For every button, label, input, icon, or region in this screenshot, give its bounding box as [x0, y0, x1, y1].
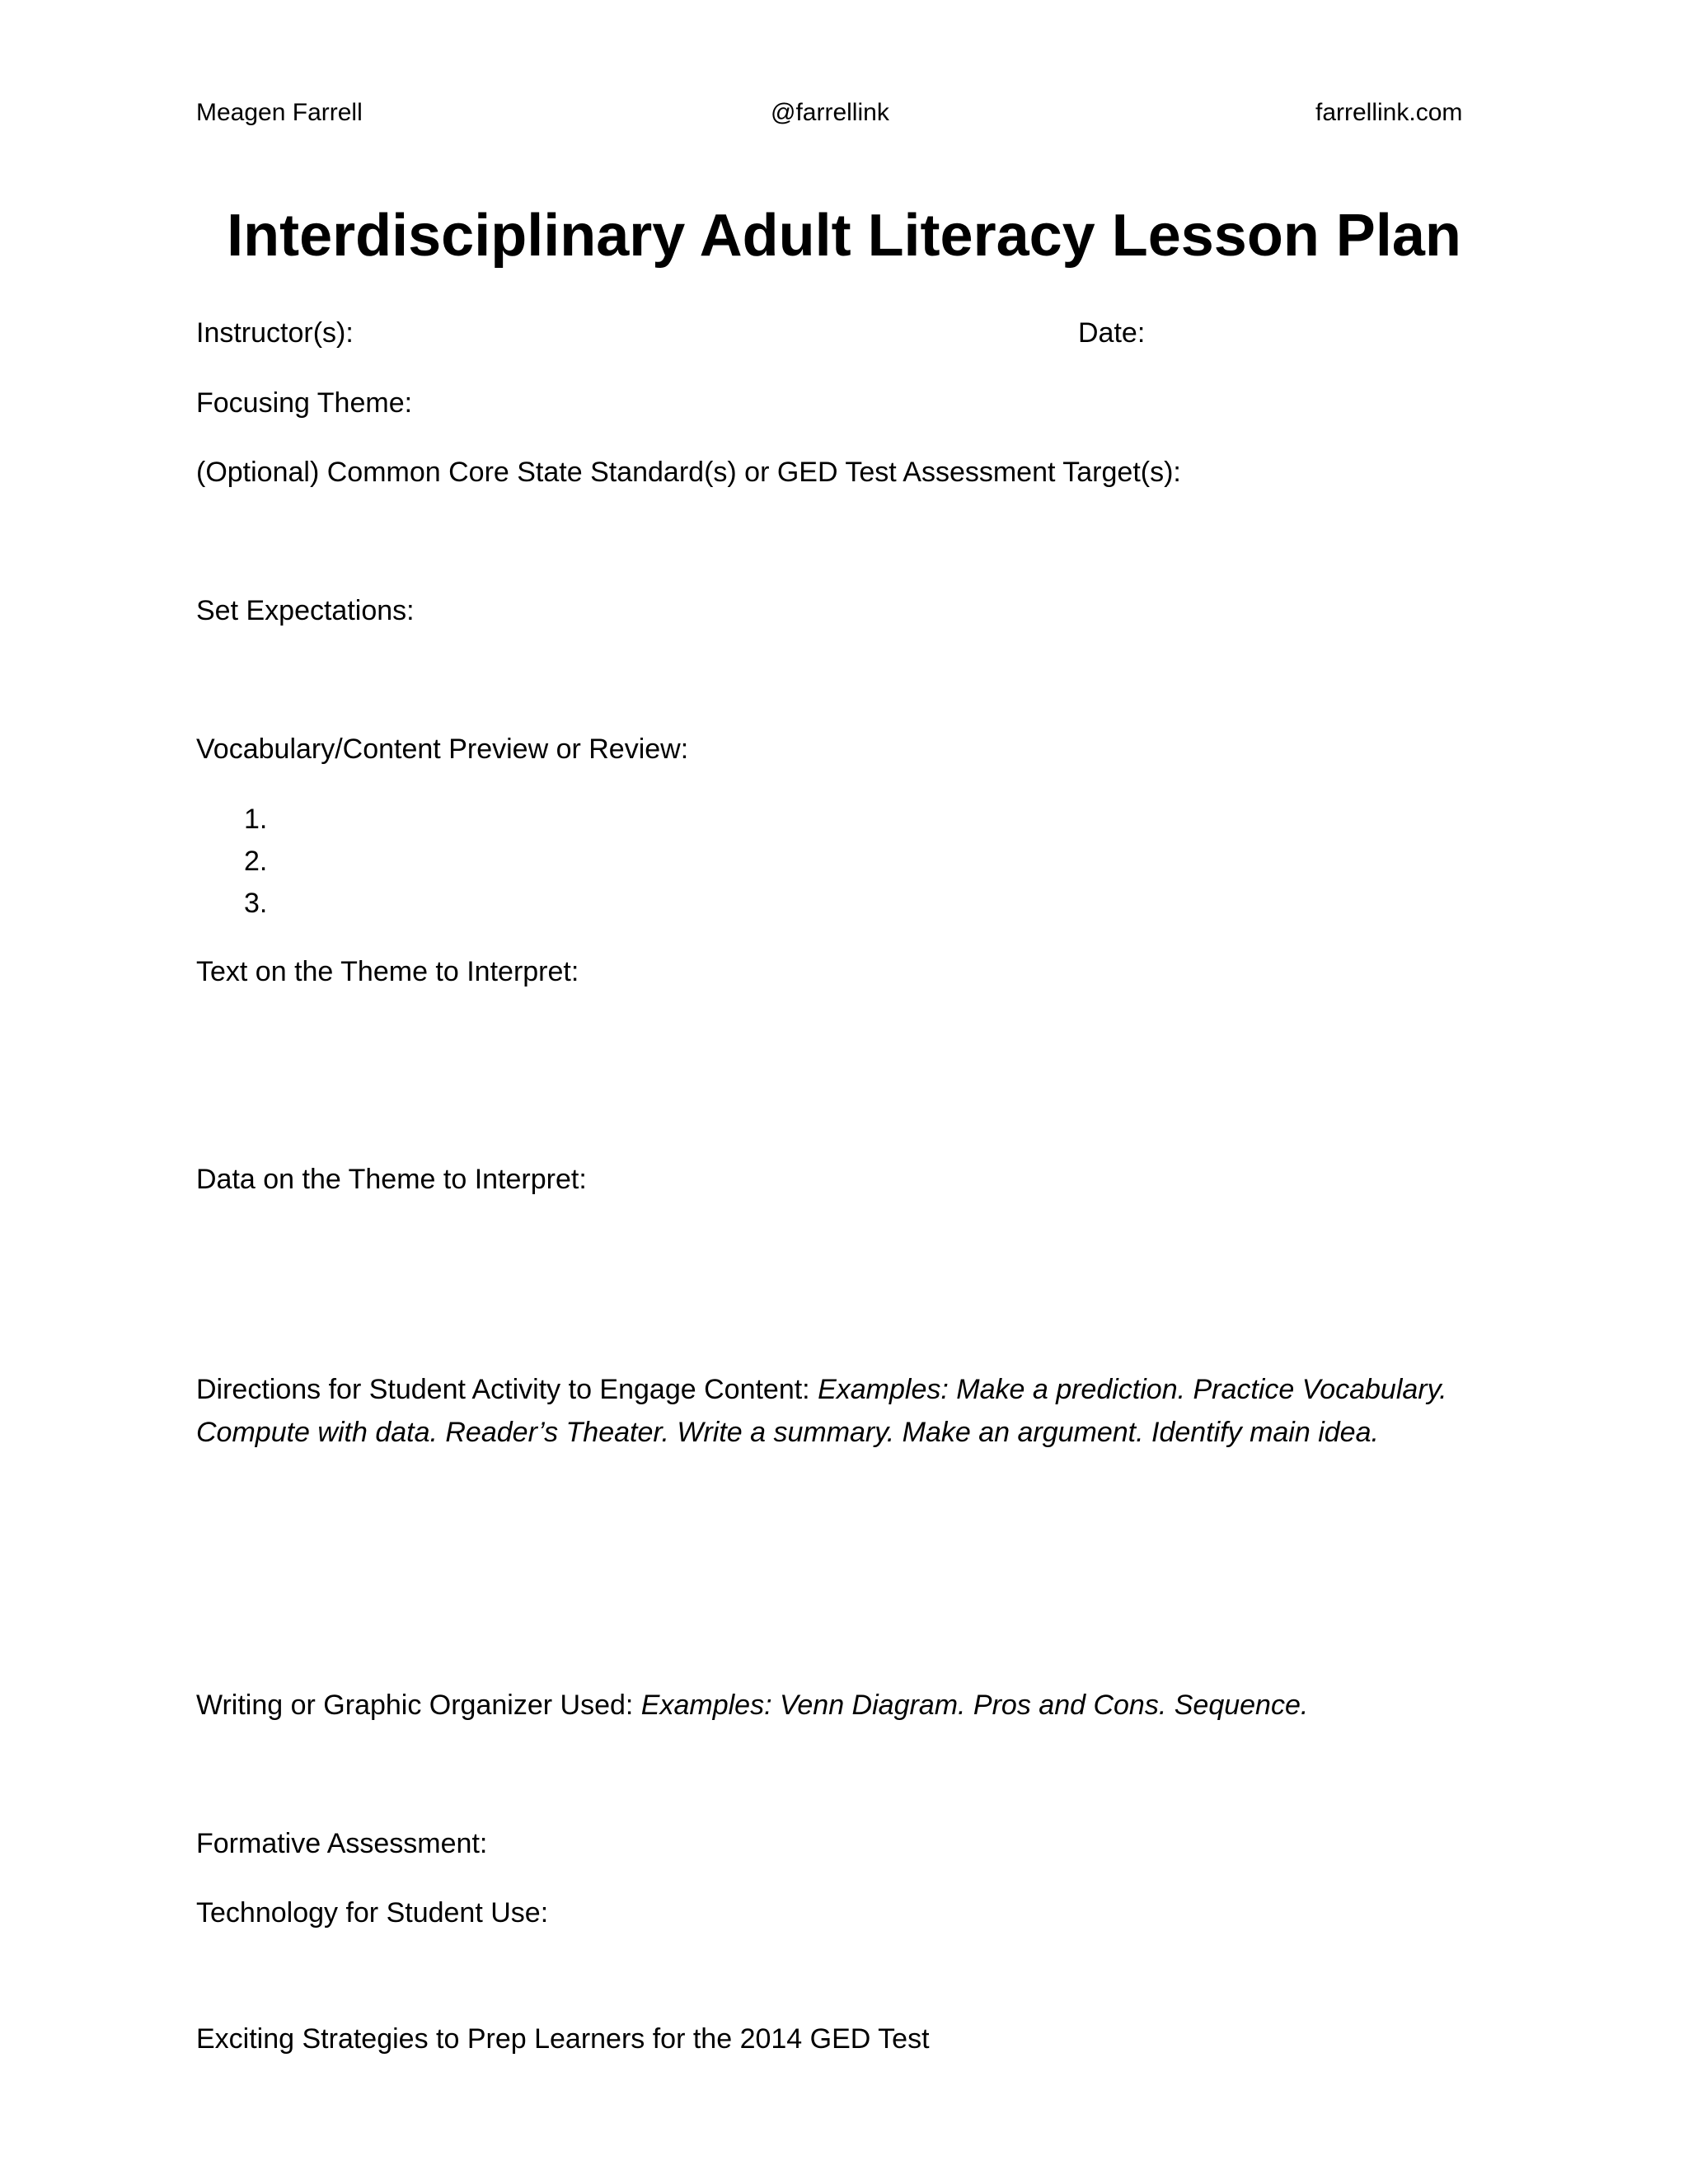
text-on-theme-label: Text on the Theme to Interpret:: [196, 956, 579, 987]
vocab-list-item: 3.: [244, 888, 268, 919]
organizer-label: Writing or Graphic Organizer Used:: [196, 1690, 641, 1721]
header-author: Meagen Farrell: [196, 99, 363, 126]
directions-paragraph: [196, 1368, 1482, 1454]
date-label: Date:: [1078, 317, 1146, 349]
formative-assessment-label: Formative Assessment:: [196, 1828, 488, 1859]
footer-text: Exciting Strategies to Prep Learners for the 2014 GED Test: [196, 2023, 930, 2055]
focusing-theme-label: Focusing Theme:: [196, 387, 413, 419]
data-on-theme-label: Data on the Theme to Interpret:: [196, 1164, 587, 1195]
directions-label: Directions for Student Activity to Engage Content:: [196, 1374, 818, 1405]
page-title: Interdisciplinary Adult Literacy Lesson Plan: [227, 203, 1461, 269]
header-website: farrellink.com: [1315, 99, 1463, 126]
header-handle: @farrellink: [771, 99, 889, 126]
instructors-label: Instructor(s):: [196, 317, 354, 349]
vocab-list-item: 2.: [244, 846, 268, 877]
set-expectations-label: Set Expectations:: [196, 595, 415, 626]
vocab-list-item: 1.: [244, 804, 268, 835]
standards-label: (Optional) Common Core State Standard(s) or GED Test Assessment Target(s):: [196, 457, 1181, 488]
organizer-examples: Examples: Venn Diagram. Pros and Cons. Sequence.: [640, 1690, 1309, 1721]
vocabulary-label: Vocabulary/Content Preview or Review:: [196, 733, 689, 765]
technology-label: Technology for Student Use:: [196, 1897, 549, 1929]
organizer-paragraph: [196, 1690, 1308, 1722]
directions-examples: Examples: Make a prediction. Practice Vocabulary. Compute with data. Reader’s Theater. Write a summary. Make an argument. Identify main idea.: [196, 1374, 1447, 1448]
